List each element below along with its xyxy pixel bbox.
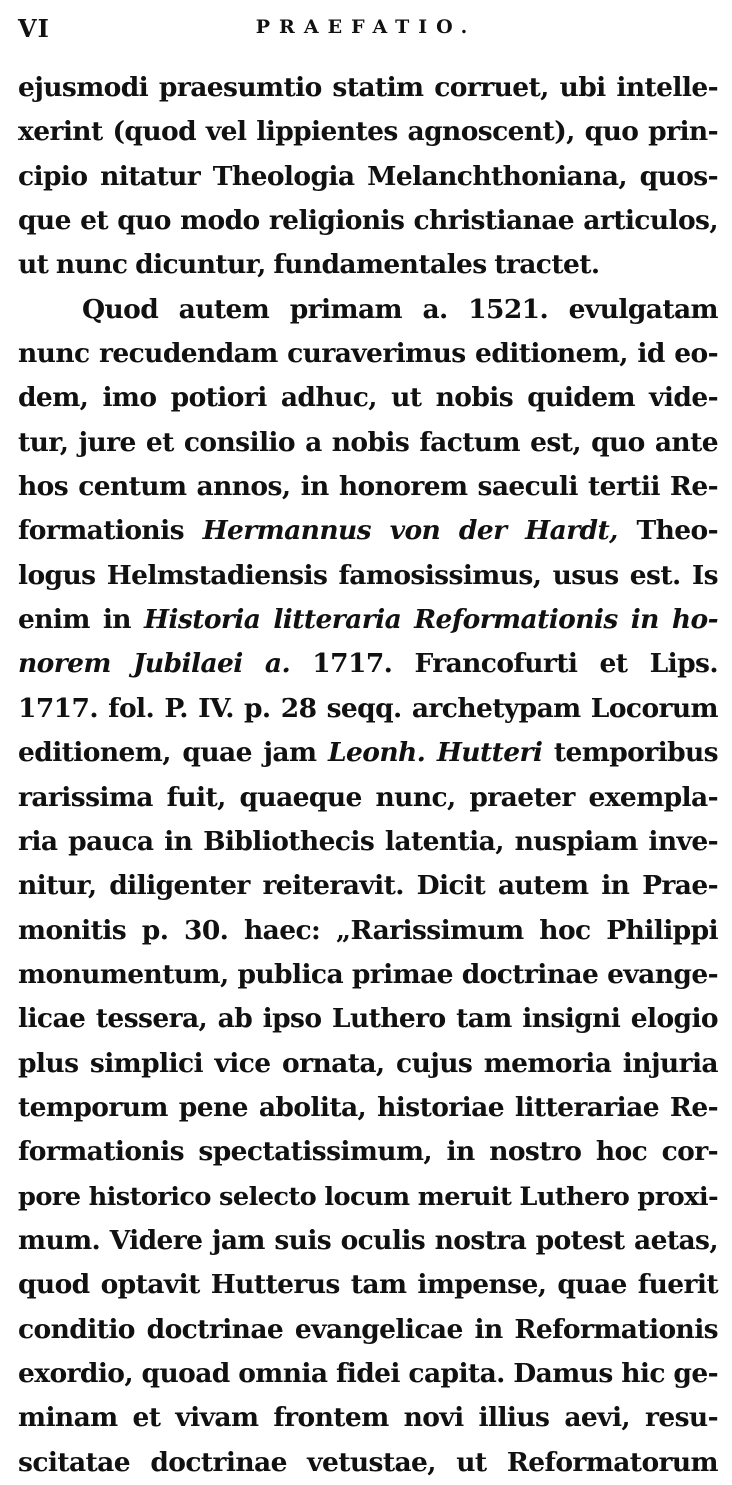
text-line: [18, 376, 718, 420]
text-line: [18, 421, 718, 465]
text-segment: scitatae doctrinae vetustae, ut Reformatorum: [18, 1446, 718, 1478]
text-segment: formationis spectatissimum, in nostro hoc cor-: [18, 1136, 718, 1168]
text-line: [18, 199, 718, 243]
text-line: [18, 1308, 718, 1352]
text-line: [18, 554, 718, 598]
text-line: [18, 687, 718, 731]
text-segment: hos centum annos, in honorem saeculi tertii Re-: [18, 471, 718, 503]
text-segment: plus simplici vice ornata, cujus memoria injuria: [18, 1047, 718, 1079]
text-segment: rarissima fuit, quaeque nunc, praeter exempla-: [18, 781, 718, 813]
text-segment: monitis p. 30. haec: „Rarissimum hoc Philippi: [18, 914, 718, 946]
body-text: [18, 66, 718, 1485]
text-segment: ria pauca in Bibliothecis latentia, nuspiam inve-: [18, 825, 718, 857]
text-line: [18, 155, 718, 199]
text-line: [18, 1042, 718, 1086]
text-line: [18, 953, 718, 997]
text-line: [18, 243, 718, 287]
text-segment: conditio doctrinae evangelicae in Reformationis: [18, 1313, 718, 1345]
text-line: [18, 66, 718, 110]
text-segment: tur, jure et consilio a nobis factum est, quo ante: [18, 426, 718, 458]
text-line: [18, 1352, 718, 1396]
running-head: [18, 14, 714, 48]
text-segment: mum. Videre jam suis oculis nostra potest aetas,: [18, 1224, 718, 1256]
text-line: [18, 820, 718, 864]
text-segment: ejusmodi praesumtio statim corruet, ubi intelle-: [18, 72, 718, 103]
text-line: [18, 731, 718, 775]
text-segment: exordio, quoad omnia fidei capita. Damus hic ge-: [18, 1357, 718, 1389]
text-segment: logus Helmstadiensis famosissimus, usus est. Is: [18, 559, 718, 591]
text-line: [18, 1441, 718, 1485]
text-line: [18, 509, 718, 553]
text-segment: Theo-: [617, 515, 718, 547]
text-segment: temporum pene abolita, historiae litterariae Re-: [18, 1091, 718, 1123]
text-segment: enim in: [18, 604, 144, 636]
text-line: [18, 1130, 718, 1174]
page-number: VI: [18, 14, 50, 43]
italic-text-segment: Leonh. Hutteri: [327, 737, 543, 769]
text-line: [18, 909, 718, 953]
text-line: [18, 332, 718, 376]
text-line: [18, 864, 718, 908]
italic-text-segment: Hermannus von der Hardt,: [202, 515, 618, 547]
text-segment: minam et vivam frontem novi illius aevi, resu-: [18, 1402, 718, 1434]
text-line: [18, 1396, 718, 1440]
text-line: [18, 1086, 718, 1130]
text-line: [18, 598, 718, 642]
text-segment: 1717. fol. P. IV. p. 28 seqq. archetypam Locorum: [18, 692, 718, 724]
text-segment: Quod autem primam a. 1521. evulgatam: [82, 293, 718, 325]
text-line: [18, 110, 718, 154]
text-segment: quod optavit Hutterus tam impense, quae fuerit: [18, 1269, 718, 1301]
text-segment: nitur, diligenter reiteravit. Dicit autem in Prae-: [18, 870, 718, 902]
text-line: [18, 776, 718, 820]
text-segment: que et quo modo religionis christianae articulos,: [18, 205, 718, 237]
text-segment: nunc recudendam curaverimus editionem, id eo-: [18, 338, 718, 370]
italic-text-segment: Historia litteraria Reformationis in ho-: [143, 604, 718, 636]
text-segment: pore historico selecto locum meruit Luthero proxi-: [18, 1181, 718, 1212]
text-segment: ut nunc dicuntur, fundamentales tractet.: [18, 249, 600, 281]
text-segment: xerint (quod vel lippientes agnoscent), quo prin-: [18, 116, 718, 148]
text-line: [18, 1175, 718, 1219]
text-line: [18, 288, 718, 332]
text-line: [18, 1263, 718, 1307]
text-line: [18, 997, 718, 1041]
text-segment: monumentum, publica primae doctrinae evange-: [18, 958, 718, 990]
text-line: [18, 642, 718, 686]
running-title: PRAEFATIO.: [255, 16, 477, 38]
text-segment: dem, imo potiori adhuc, ut nobis quidem vide-: [18, 382, 718, 414]
italic-text-segment: norem Jubilaei a.: [18, 648, 291, 680]
text-segment: cipio nitatur Theologia Melanchthoniana, quos-: [18, 160, 718, 192]
text-segment: 1717. Francofurti et Lips.: [290, 648, 718, 680]
text-segment: formationis: [18, 515, 203, 547]
text-line: [18, 465, 718, 509]
text-line: [18, 1219, 718, 1263]
text-segment: editionem, quae jam: [18, 737, 328, 769]
text-segment: temporibus: [542, 737, 718, 769]
text-segment: licae tessera, ab ipso Luthero tam insigni elogio: [18, 1003, 718, 1035]
